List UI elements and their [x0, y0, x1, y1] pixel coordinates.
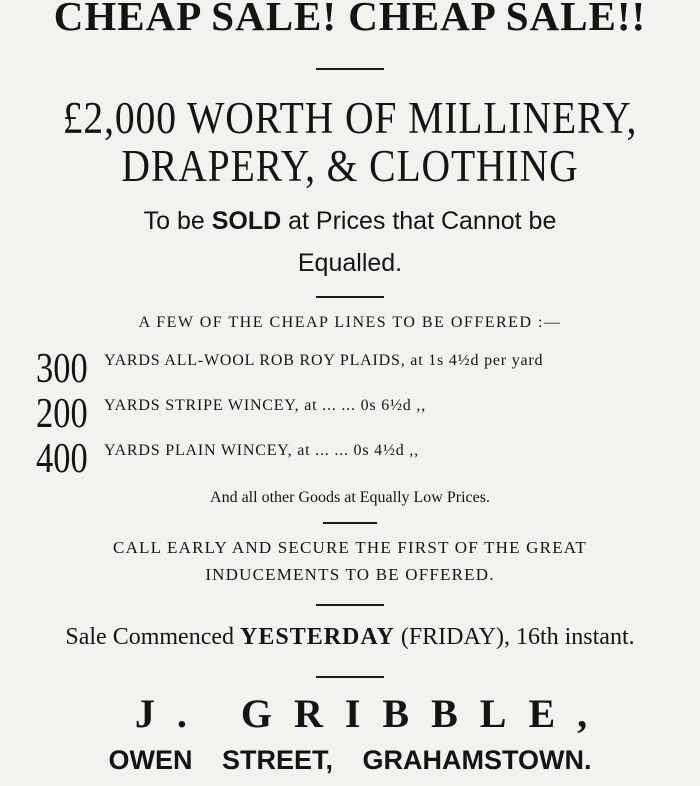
subtitle-pre: To be	[143, 207, 212, 235]
divider	[316, 604, 384, 606]
headline: CHEAP SALE! CHEAP SALE!!	[53, 0, 647, 39]
divider	[323, 522, 377, 524]
list-item	[36, 438, 676, 486]
list-item	[36, 348, 676, 396]
call-early-line-1: CALL EARLY AND SECURE THE FIRST OF THE GREAT	[113, 538, 587, 557]
quantity: 400	[36, 436, 88, 482]
divider	[316, 68, 384, 70]
merchant-address: OWEN STREET, GRAHAMSTOWN.	[108, 745, 592, 775]
divider	[316, 676, 384, 678]
title-line-1: £2,000 WORTH OF MILLINERY,	[62, 93, 638, 143]
subtitle-line-1	[0, 207, 700, 236]
merchant-name: J. GRIBBLE,	[134, 691, 610, 736]
quantity: 300	[36, 346, 88, 392]
other-goods-note: And all other Goods at Equally Low Prices.	[210, 489, 490, 506]
list-item	[36, 393, 676, 441]
line-description: YARDS STRIPE WINCEY, at ... ... 0s 6½d ,,	[104, 397, 427, 414]
sale-post: (FRIDAY), 16th instant.	[394, 624, 635, 650]
quantity: 200	[36, 391, 88, 437]
sale-bold: YESTERDAY	[240, 624, 395, 650]
subtitle-post: at Prices that Cannot be	[281, 207, 557, 235]
call-early-line-2: INDUCEMENTS TO BE OFFERED.	[205, 565, 495, 584]
divider	[316, 296, 384, 298]
line-description: YARDS PLAIN WINCEY, at ... ... 0s 4½d ,,	[104, 442, 419, 459]
line-description: YARDS ALL-WOOL ROB ROY PLAIDS, at 1s 4½d per yard	[104, 352, 544, 369]
title-line-2: DRAPERY, & CLOTHING	[121, 141, 579, 191]
sale-pre: Sale Commenced	[65, 624, 240, 650]
lines-heading: A FEW OF THE CHEAP LINES TO BE OFFERED :—	[138, 314, 562, 331]
sale-commenced	[0, 624, 700, 651]
subtitle-bold: SOLD	[211, 207, 282, 235]
subtitle-line-2: Equalled.	[297, 249, 403, 277]
